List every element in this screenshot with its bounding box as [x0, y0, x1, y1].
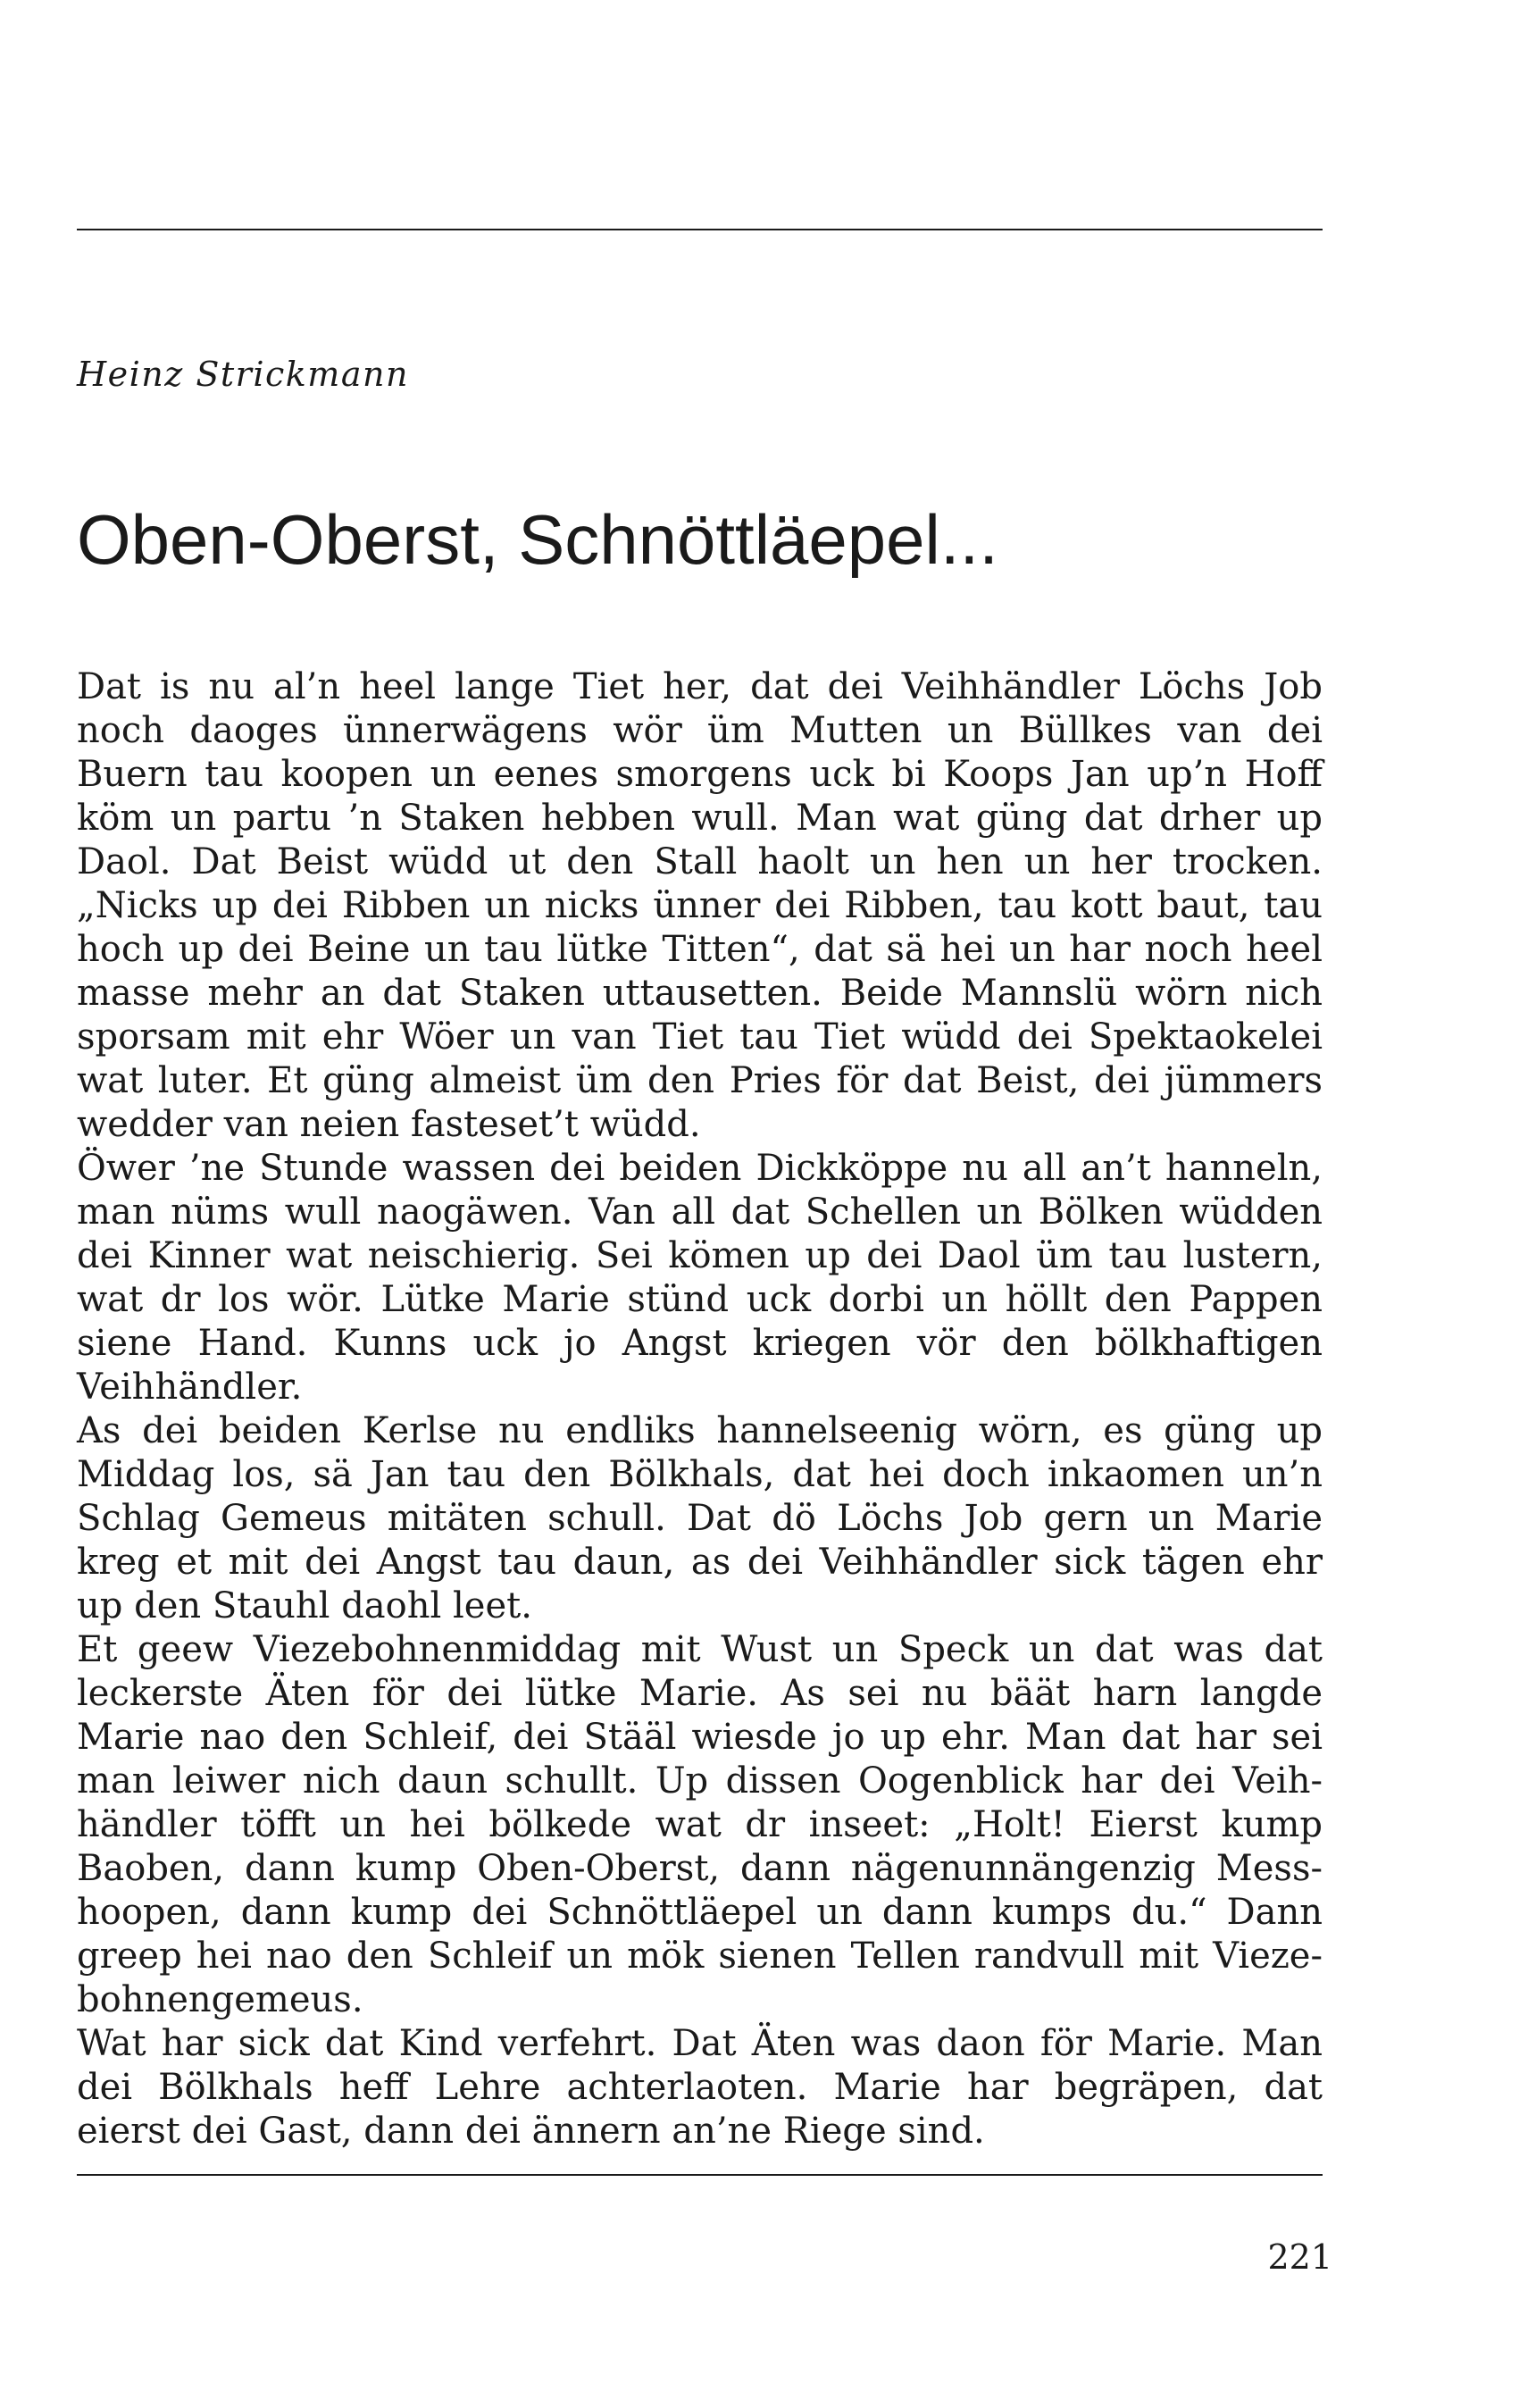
text-line: Öwer ’ne Stunde wassen dei beiden Dickköppe nu all an’t hanneln, [77, 1148, 1323, 1189]
text-line: „Nicks up dei Ribben un nicks ünner dei Ribben, tau kott baut, tau [77, 885, 1323, 926]
text-line: Et geew Viezebohnenmiddag mit Wust un Speck un dat was dat [77, 1629, 1323, 1670]
text-line: Daol. Dat Beist wüdd ut den Stall haolt un hen un her trocken. [77, 841, 1323, 882]
header-rule [77, 229, 1323, 230]
text-line: man nüms wull naogäwen. Van all dat Schellen un Bölken wüdden [77, 1191, 1323, 1233]
text-line: händler töfft un hei bölkede wat dr inseet: „Holt! Eierst kump [77, 1804, 1323, 1845]
footer-rule [77, 2174, 1323, 2176]
text-line: up den Stauhl daohl leet. [77, 1585, 532, 1626]
text-line: leckerste Äten för dei lütke Marie. As sei nu bäät harn langde [77, 1673, 1323, 1714]
text-line: sporsam mit ehr Wöer un van Tiet tau Tiet wüdd dei Spektaokelei [77, 1016, 1323, 1058]
text-line: dei Bölkhals heff Lehre achterlaoten. Marie har begräpen, dat [77, 2067, 1323, 2108]
page-title: Oben-Oberst, Schnöttläepel... [77, 500, 998, 579]
text-line: Marie nao den Schleif, dei Stääl wiesde jo up ehr. Man dat har sei [77, 1717, 1323, 1758]
text-line: wedder van neien fasteset’t wüdd. [77, 1104, 701, 1145]
text-line: bohnengemeus. [77, 1979, 363, 2020]
text-line: Schlag Gemeus mitäten schull. Dat dö Löchs Job gern un Marie [77, 1498, 1323, 1539]
text-line: wat dr los wör. Lütke Marie stünd uck dorbi un höllt den Pappen [77, 1279, 1323, 1320]
text-line: As dei beiden Kerlse nu endliks hannelseenig wörn, es güng up [77, 1410, 1323, 1451]
body-text [77, 665, 1323, 2153]
text-line: Veihhändler. [77, 1367, 303, 1408]
text-line: hoch up dei Beine un tau lütke Titten“, dat sä hei un har noch heel [77, 929, 1323, 970]
text-line: Buern tau koopen un eenes smorgens uck bi Koops Jan up’n Hoff [77, 754, 1323, 795]
text-line: Baoben, dann kump Oben-Oberst, dann nägenunnängenzig Mess- [77, 1848, 1323, 1889]
author-name: Heinz Strickmann [77, 355, 409, 394]
text-line: siene Hand. Kunns uck jo Angst kriegen vör den bölkhaftigen [77, 1323, 1323, 1364]
page-number: 221 [1267, 2237, 1332, 2277]
text-line: hoopen, dann kump dei Schnöttläepel un dann kumps du.“ Dann [77, 1892, 1323, 1933]
text-line: Wat har sick dat Kind verfehrt. Dat Äten was daon för Marie. Man [77, 2023, 1323, 2064]
text-line: greep hei nao den Schleif un mök sienen Tellen randvull mit Vieze- [77, 1936, 1323, 1977]
text-line: kreg et mit dei Angst tau daun, as dei Veihhändler sick tägen ehr [77, 1542, 1323, 1583]
text-line: Dat is nu al’n heel lange Tiet her, dat dei Veihhändler Löchs Job [77, 666, 1323, 707]
text-line: dei Kinner wat neischierig. Sei kömen up dei Daol üm tau lustern, [77, 1235, 1323, 1276]
text-line: noch daoges ünnerwägens wör üm Mutten un Büllkes van dei [77, 710, 1323, 751]
text-line: masse mehr an dat Staken uttausetten. Beide Mannslü wörn nich [77, 973, 1323, 1014]
text-line: man leiwer nich daun schullt. Up dissen Oogenblick har dei Veih- [77, 1760, 1323, 1802]
text-line: Middag los, sä Jan tau den Bölkhals, dat hei doch inkaomen un’n [77, 1454, 1323, 1495]
text-line: köm un partu ’n Staken hebben wull. Man wat güng dat drher up [77, 798, 1323, 839]
text-line: wat luter. Et güng almeist üm den Pries för dat Beist, dei jümmers [77, 1060, 1323, 1101]
text-line: eierst dei Gast, dann dei ännern an’ne Riege sind. [77, 2111, 985, 2152]
